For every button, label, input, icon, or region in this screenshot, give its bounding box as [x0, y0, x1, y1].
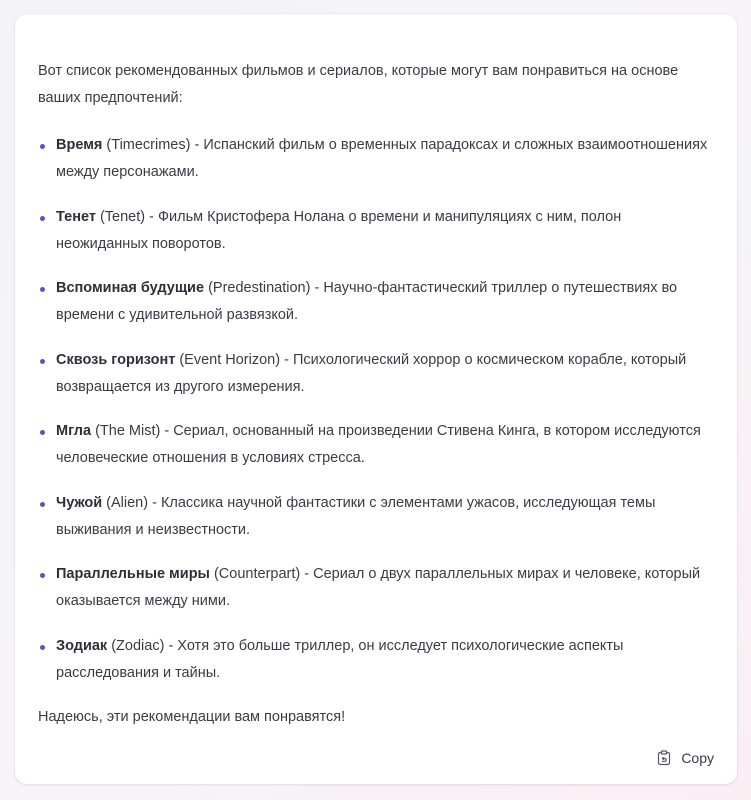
copy-button[interactable]	[656, 750, 714, 766]
item-original-title: (Tenet)	[95, 208, 146, 225]
item-description: - Фильм Кристофера Нолана о времени и манипуляциях с ним, полон неожиданных поворотов.	[56, 208, 622, 252]
bullet-icon	[40, 359, 45, 364]
bullet-icon	[40, 430, 45, 435]
recommendation-list	[38, 132, 715, 687]
item-original-title: (Timecrimes)	[102, 137, 191, 153]
item-description: - Сериал, основанный на произведении Стивена Кинга, в котором исследуются человеческие отношения в условиях стресса.	[56, 423, 701, 466]
item-original-title: (Event Horizon)	[175, 351, 281, 368]
item-original-title: (Alien)	[102, 494, 149, 511]
item-title: Мгла	[56, 423, 92, 439]
item-title: Параллельные миры	[56, 566, 210, 582]
message-intro: Вот список рекомендованных фильмов и сериалов, которые могут вам понравиться на основе ваших предпочтений:	[38, 63, 679, 106]
item-description: - Психологический хоррор о космическом корабле, который возвращается из другого измерения.	[56, 351, 687, 395]
message-outro: Надеюсь, эти рекомендации вам понравятся!	[38, 709, 346, 725]
item-original-title: (Counterpart)	[209, 566, 301, 582]
list-item	[38, 561, 715, 615]
item-original-title: (Predestination)	[204, 280, 311, 296]
item-title: Вспоминая будущие	[56, 280, 205, 296]
assistant-message-card	[15, 14, 737, 784]
item-description: - Хотя это больше триллер, он исследует психологические аспекты расследования и тайны.	[56, 637, 624, 681]
list-item	[38, 275, 715, 329]
bullet-icon	[40, 645, 45, 650]
bullet-icon	[40, 144, 45, 149]
list-item	[38, 204, 715, 258]
item-description: - Классика научной фантастики с элементами ужасов, исследующая темы выживания и неизвестности.	[56, 494, 656, 538]
list-item	[38, 418, 715, 472]
item-title: Сквозь горизонт	[56, 351, 176, 368]
copy-label: Copy	[681, 750, 714, 766]
list-item	[38, 633, 715, 687]
item-title: Чужой	[56, 494, 103, 511]
clipboard-icon	[656, 750, 672, 766]
bullet-icon	[40, 287, 45, 292]
item-description: - Испанский фильм о временных парадоксах и сложных взаимоотношениях между персонажами.	[56, 137, 708, 180]
item-title: Зодиак	[56, 637, 108, 654]
item-description: - Сериал о двух параллельных мирах и человеке, который оказывается между ними.	[56, 566, 701, 609]
list-item	[38, 132, 715, 186]
item-title: Время	[56, 137, 103, 153]
item-original-title: (Zodiac)	[107, 637, 165, 654]
bullet-icon	[40, 216, 45, 221]
item-original-title: (The Mist)	[91, 423, 161, 439]
item-description: - Научно-фантастический триллер о путешествиях во времени с удивительной развязкой.	[56, 280, 678, 323]
bullet-icon	[40, 502, 45, 507]
item-title: Тенет	[56, 208, 96, 225]
bullet-icon	[40, 573, 45, 578]
list-item	[38, 347, 715, 401]
list-item	[38, 490, 715, 544]
